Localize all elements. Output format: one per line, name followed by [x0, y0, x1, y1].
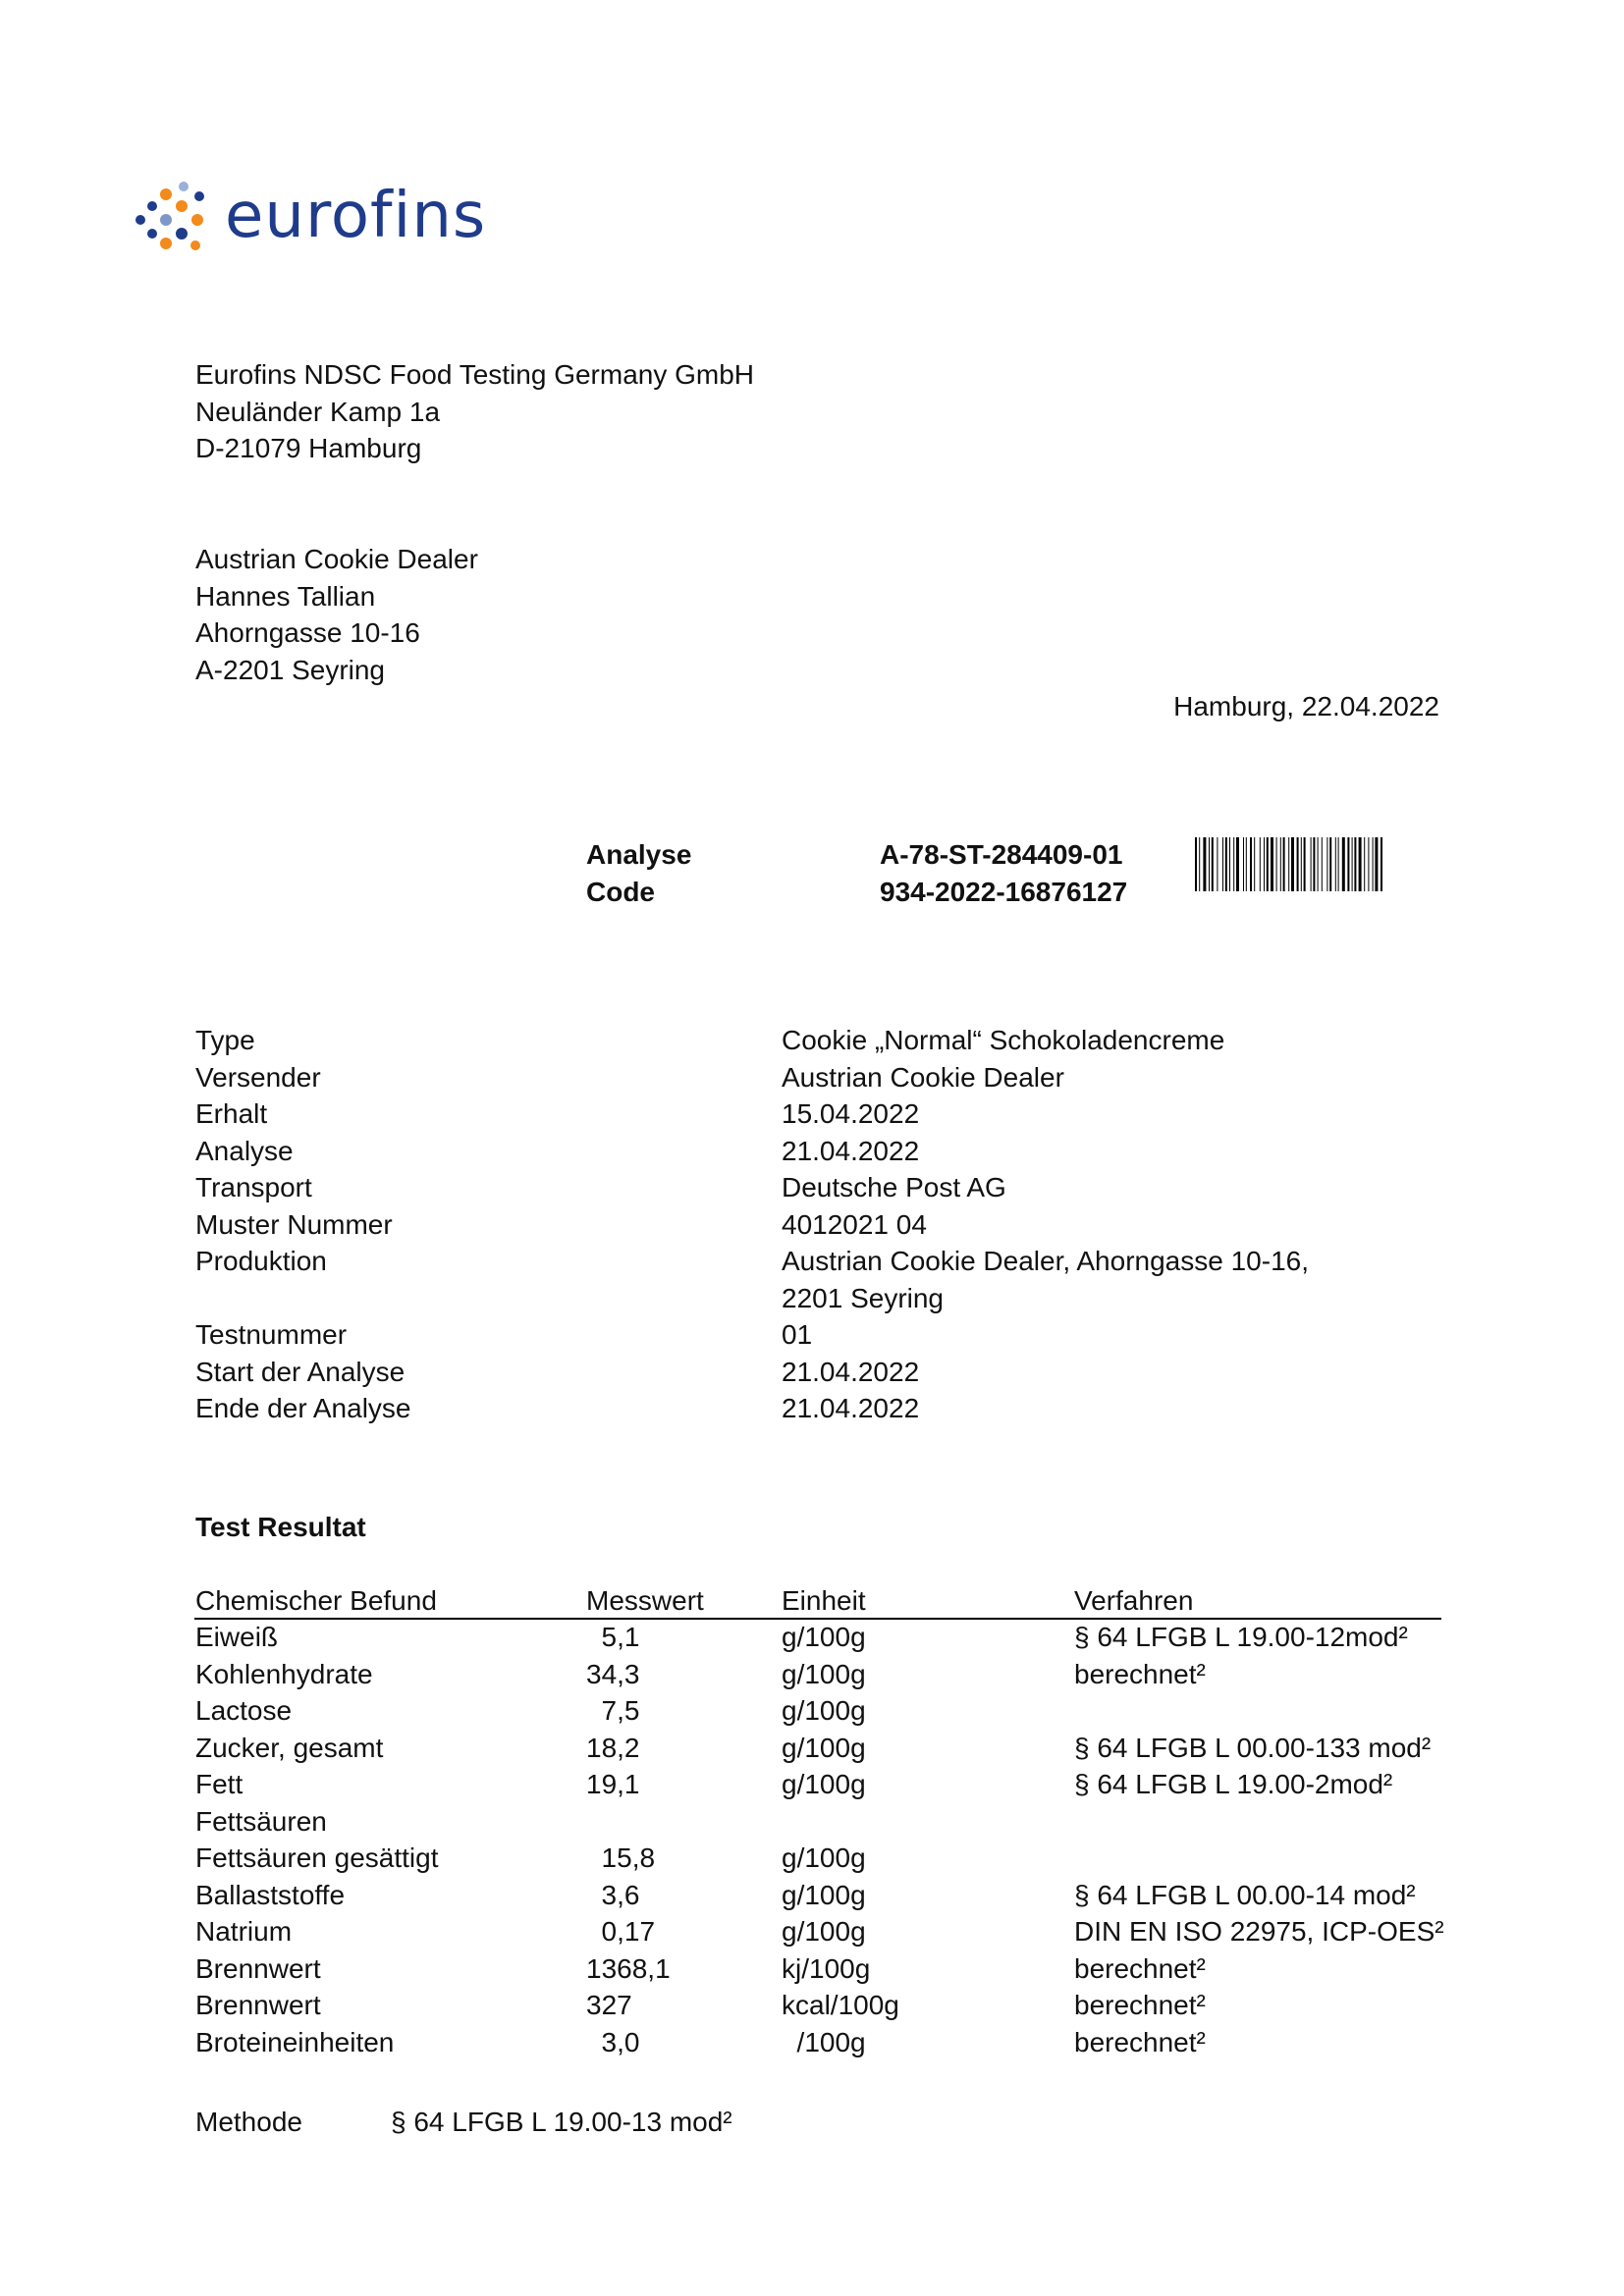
detail-row — [195, 1316, 1442, 1354]
sender-address — [195, 356, 754, 467]
detail-row — [195, 1059, 1442, 1096]
detail-value: Cookie „Normal“ Schokoladencreme — [782, 1025, 1225, 1055]
detail-label: Muster Nummer — [195, 1208, 393, 1240]
result-row — [195, 1730, 1442, 1767]
messwert-cell: 3,6 — [586, 1879, 640, 1910]
verfahren-cell: § 64 LFGB L 19.00-2mod² — [1074, 1769, 1393, 1799]
result-row — [195, 1877, 1442, 1914]
messwert-cell: 0,17 — [586, 1916, 656, 1947]
messwert-cell: 15,8 — [586, 1842, 656, 1873]
recipient-line: Austrian Cookie Dealer — [195, 544, 478, 574]
einheit-cell: /100g — [782, 2026, 866, 2057]
detail-value: Austrian Cookie Dealer — [782, 1061, 1064, 1093]
messwert-cell: 19,1 — [586, 1769, 640, 1799]
place-date: Hamburg, 22.04.2022 — [1173, 691, 1439, 721]
analysis-label: Analyse — [586, 839, 692, 870]
eurofins-logo — [131, 177, 543, 255]
detail-label: Erhalt — [195, 1098, 268, 1129]
verfahren-cell: berechnet² — [1074, 1990, 1206, 2020]
results-table — [195, 1619, 1442, 2060]
einheit-cell: g/100g — [782, 1695, 866, 1726]
recipient-line: Ahorngasse 10-16 — [195, 617, 420, 648]
befund-cell: Zucker, gesamt — [195, 1732, 384, 1763]
detail-row — [195, 1169, 1442, 1206]
result-row — [195, 1656, 1442, 1693]
logo-wordmark: eurofins — [225, 180, 487, 252]
method-value: § 64 LFGB L 19.00-13 mod² — [391, 2107, 732, 2137]
eurofins-dots-icon — [131, 177, 219, 255]
messwert-cell: 34,3 — [586, 1658, 640, 1689]
einheit-cell: g/100g — [782, 1769, 866, 1799]
analysis-labels — [586, 836, 691, 910]
befund-cell: Fettsäuren gesättigt — [195, 1842, 439, 1873]
sender-line: Neuländer Kamp 1a — [195, 396, 441, 427]
messwert-cell: 3,0 — [586, 2026, 640, 2057]
einheit-cell: g/100g — [782, 1916, 866, 1947]
detail-value: 21.04.2022 — [782, 1356, 920, 1387]
verfahren-cell: berechnet² — [1074, 2026, 1206, 2057]
result-row — [195, 1766, 1442, 1803]
befund-cell: Brennwert — [195, 1952, 321, 1984]
befund-cell: Fett — [195, 1769, 244, 1799]
befund-cell: Brennwert — [195, 1990, 321, 2020]
code-label: Code — [586, 876, 655, 907]
detail-row — [195, 1243, 1442, 1280]
method-label: Methode — [195, 2107, 302, 2137]
detail-row — [195, 1022, 1442, 1059]
einheit-cell: g/100g — [782, 1658, 866, 1689]
detail-value: 4012021 04 — [782, 1208, 927, 1240]
result-row — [195, 1840, 1442, 1877]
detail-row — [195, 1280, 1442, 1317]
column-header-befund: Chemischer Befund — [195, 1585, 437, 1616]
befund-cell: Natrium — [195, 1916, 293, 1947]
befund-cell: Broteineinheiten — [195, 2026, 395, 2057]
messwert-cell: 1368,1 — [586, 1952, 671, 1984]
detail-row — [195, 1095, 1442, 1133]
detail-label: Produktion — [195, 1246, 327, 1276]
sender-line: Eurofins NDSC Food Testing Germany GmbH — [195, 359, 755, 390]
analysis-number: A-78-ST-284409-01 — [880, 839, 1123, 870]
detail-label: Ende der Analyse — [195, 1393, 411, 1423]
column-header-einheit: Einheit — [782, 1585, 866, 1616]
einheit-cell: kj/100g — [782, 1952, 871, 1984]
detail-value: 15.04.2022 — [782, 1098, 920, 1129]
detail-row — [195, 1390, 1442, 1427]
verfahren-cell: berechnet² — [1074, 1952, 1206, 1984]
results-header — [195, 1582, 1442, 1620]
method-row — [195, 2104, 1079, 2141]
befund-cell: Eiweiß — [195, 1622, 279, 1652]
detail-row — [195, 1133, 1442, 1170]
recipient-line: A-2201 Seyring — [195, 654, 386, 685]
verfahren-cell: § 64 LFGB L 00.00-133 mod² — [1074, 1732, 1432, 1763]
einheit-cell: kcal/100g — [782, 1990, 899, 2020]
sender-line: D-21079 Hamburg — [195, 433, 422, 463]
befund-cell: Kohlenhydrate — [195, 1658, 373, 1689]
befund-cell: Ballaststoffe — [195, 1879, 346, 1910]
detail-row — [195, 1354, 1442, 1391]
verfahren-cell: § 64 LFGB L 19.00-12mod² — [1074, 1622, 1408, 1652]
befund-cell: Lactose — [195, 1695, 293, 1726]
detail-value: 2201 Seyring — [782, 1282, 945, 1313]
column-header-messwert: Messwert — [586, 1585, 704, 1616]
detail-label: Testnummer — [195, 1319, 348, 1350]
detail-label: Start der Analyse — [195, 1356, 406, 1387]
detail-value: 21.04.2022 — [782, 1135, 920, 1166]
messwert-cell: 327 — [586, 1990, 632, 2020]
messwert-cell: 5,1 — [586, 1622, 640, 1652]
results-title: Test Resultat — [195, 1512, 366, 1542]
recipient-address — [195, 541, 478, 688]
result-row — [195, 1803, 1442, 1841]
einheit-cell: g/100g — [782, 1842, 866, 1873]
result-row — [195, 1987, 1442, 2024]
messwert-cell: 7,5 — [586, 1695, 640, 1726]
detail-value: 21.04.2022 — [782, 1393, 920, 1423]
detail-label: Versender — [195, 1061, 321, 1093]
result-row — [195, 1913, 1442, 1950]
barcode — [1195, 837, 1440, 891]
code-number: 934-2022-16876127 — [880, 876, 1128, 907]
detail-label: Analyse — [195, 1135, 294, 1166]
result-row — [195, 1619, 1442, 1656]
verfahren-cell: berechnet² — [1074, 1658, 1206, 1689]
detail-value: Austrian Cookie Dealer, Ahorngasse 10-16, — [782, 1246, 1309, 1276]
analysis-values — [880, 836, 1127, 910]
einheit-cell: g/100g — [782, 1622, 866, 1652]
detail-label: Type — [195, 1025, 255, 1055]
recipient-line: Hannes Tallian — [195, 580, 376, 612]
detail-row — [195, 1206, 1442, 1244]
detail-value: 01 — [782, 1319, 813, 1350]
einheit-cell: g/100g — [782, 1879, 866, 1910]
result-row — [195, 1950, 1442, 1988]
befund-cell: Fettsäuren — [195, 1805, 327, 1837]
einheit-cell: g/100g — [782, 1732, 866, 1763]
result-row — [195, 2024, 1442, 2061]
column-header-verfahren: Verfahren — [1074, 1585, 1194, 1616]
detail-label: Transport — [195, 1172, 312, 1202]
result-row — [195, 1692, 1442, 1730]
messwert-cell: 18,2 — [586, 1732, 640, 1763]
detail-value: Deutsche Post AG — [782, 1172, 1006, 1202]
sample-details — [195, 1022, 1442, 1427]
verfahren-cell: DIN EN ISO 22975, ICP-OES² — [1074, 1916, 1444, 1947]
verfahren-cell: § 64 LFGB L 00.00-14 mod² — [1074, 1879, 1416, 1910]
